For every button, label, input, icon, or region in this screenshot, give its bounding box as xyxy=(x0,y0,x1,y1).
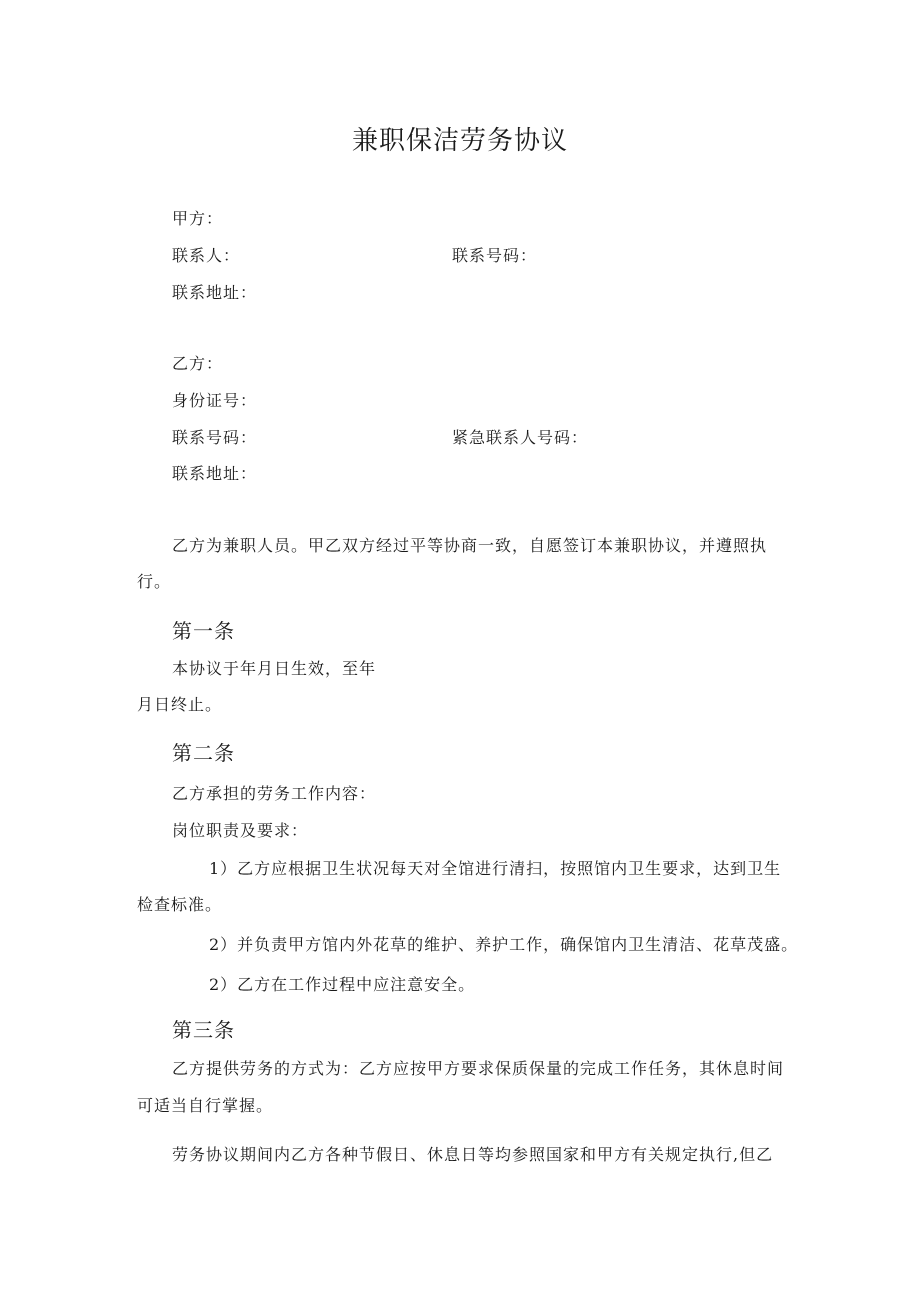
article-1-heading: 第一条 xyxy=(172,619,235,643)
intro-line-2: 行。 xyxy=(137,572,172,591)
party-a-contact-phone: 联系号码： xyxy=(452,246,538,265)
party-b-id-number: 身份证号： xyxy=(172,391,258,410)
party-a-label: 甲方： xyxy=(172,209,224,228)
article-2-item-2: 2）并负责甲方馆内外花草的维护、养护工作，确保馆内卫生清洁、花草茂盛。 xyxy=(209,935,799,954)
article-2-duties: 岗位职责及要求： xyxy=(172,821,309,840)
article-2-item-1-line-1: 1）乙方应根据卫生状况每天对全馆进行清扫，按照馆内卫生要求，达到卫生 xyxy=(209,859,782,878)
party-a-contact-person: 联系人： xyxy=(172,246,241,265)
party-b-address: 联系地址： xyxy=(172,464,258,483)
document-title: 兼职保洁劳务协议 xyxy=(351,126,568,156)
article-2-item-3: 2）乙方在工作过程中应注意安全。 xyxy=(209,975,476,994)
article-3-line-2: 可适当自行掌握。 xyxy=(137,1096,274,1115)
party-a-address: 联系地址： xyxy=(172,283,258,302)
article-2-heading: 第二条 xyxy=(172,741,235,765)
intro-line-1: 乙方为兼职人员。甲乙双方经过平等协商一致，自愿签订本兼职协议，并遵照执 xyxy=(172,536,768,555)
article-3-line-1: 乙方提供劳务的方式为：乙方应按甲方要求保质保量的完成工作任务，其休息时间 xyxy=(172,1059,785,1078)
article-3-line-3: 劳务协议期间内乙方各种节假日、休息日等均参照国家和甲方有关规定执行,但乙 xyxy=(172,1145,774,1164)
article-3-heading: 第三条 xyxy=(172,1018,235,1042)
party-b-emergency-phone: 紧急联系人号码： xyxy=(452,428,589,447)
article-2-item-1-line-2: 检查标准。 xyxy=(137,895,223,914)
article-2-work-content: 乙方承担的劳务工作内容： xyxy=(172,784,377,803)
article-1-line-2: 月日终止。 xyxy=(137,695,223,714)
article-1-line-1: 本协议于年月日生效，至年 xyxy=(172,659,377,678)
party-b-label: 乙方： xyxy=(172,354,224,373)
party-b-contact-phone: 联系号码： xyxy=(172,428,258,447)
